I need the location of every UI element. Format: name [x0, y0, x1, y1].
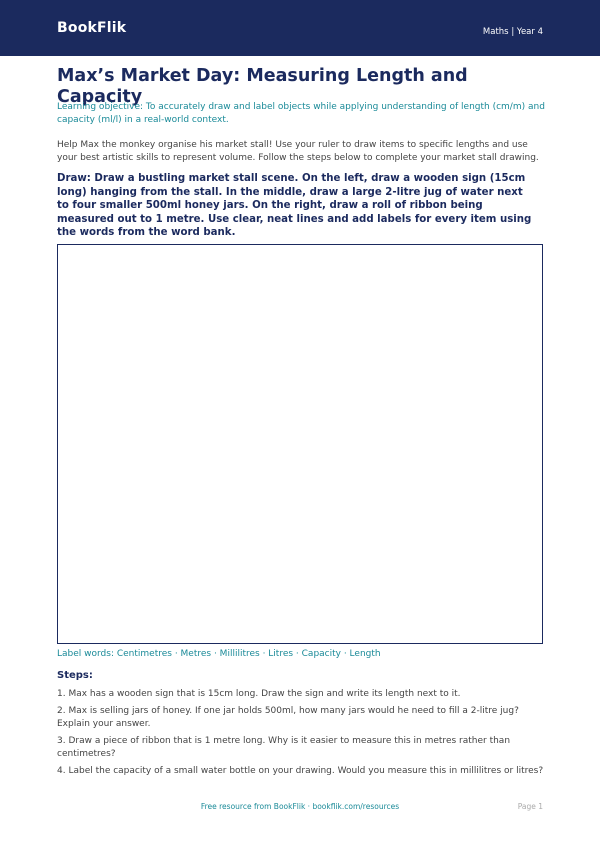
step-item: 3. Draw a piece of ribbon that is 1 metre long. Why is it easier to measure this in metres rather than centimetres?: [57, 736, 511, 759]
subject-year-label: Maths | Year 4: [482, 27, 543, 37]
learning-objective: Learning objective: To accurately draw and label objects while applying understanding of length (cm/m) and capacity (ml/l) in a real-world context.: [57, 102, 545, 125]
drawing-instruction: Draw: Draw a bustling market stall scene. On the left, draw a wooden sign (15cm long) hanging from the stall. In the middle, draw a large 2-litre jug of water next to four smaller 500ml honey jars. On the right, draw a roll of ribbon being measured out to 1 metre. Use clear, neat lines and add labels for every item using the words from the word bank.: [57, 173, 532, 238]
word-bank: Label words: Centimetres · Metres · Millilitres · Litres · Capacity · Length: [57, 649, 381, 659]
header-bar: [0, 0, 600, 56]
steps-list: [57, 688, 547, 782]
page-title: Max’s Market Day: Measuring Length and Capacity: [57, 66, 468, 107]
step-item: 4. Label the capacity of a small water bottle on your drawing. Would you measure this in millilitres or litres?: [57, 766, 544, 776]
intro-text: Help Max the monkey organise his market stall! Use your ruler to draw items to specific lengths and use your best artistic skills to represent volume. Follow the steps below to complete your market stall drawing.: [57, 140, 539, 163]
drawing-area[interactable]: [57, 244, 543, 644]
page-number: Page 1: [517, 802, 543, 811]
brand-logo[interactable]: BookFlik: [57, 20, 127, 36]
step-item: 2. Max is selling jars of honey. If one jar holds 500ml, how many jars would he need to fill a 2-litre jug? Explain your answer.: [57, 706, 519, 729]
step-item: 1. Max has a wooden sign that is 15cm long. Draw the sign and write its length next to it.: [57, 689, 461, 699]
footer-credit: Free resource from BookFlik · bookflik.com/resources: [200, 802, 400, 811]
steps-heading: Steps:: [57, 670, 93, 681]
